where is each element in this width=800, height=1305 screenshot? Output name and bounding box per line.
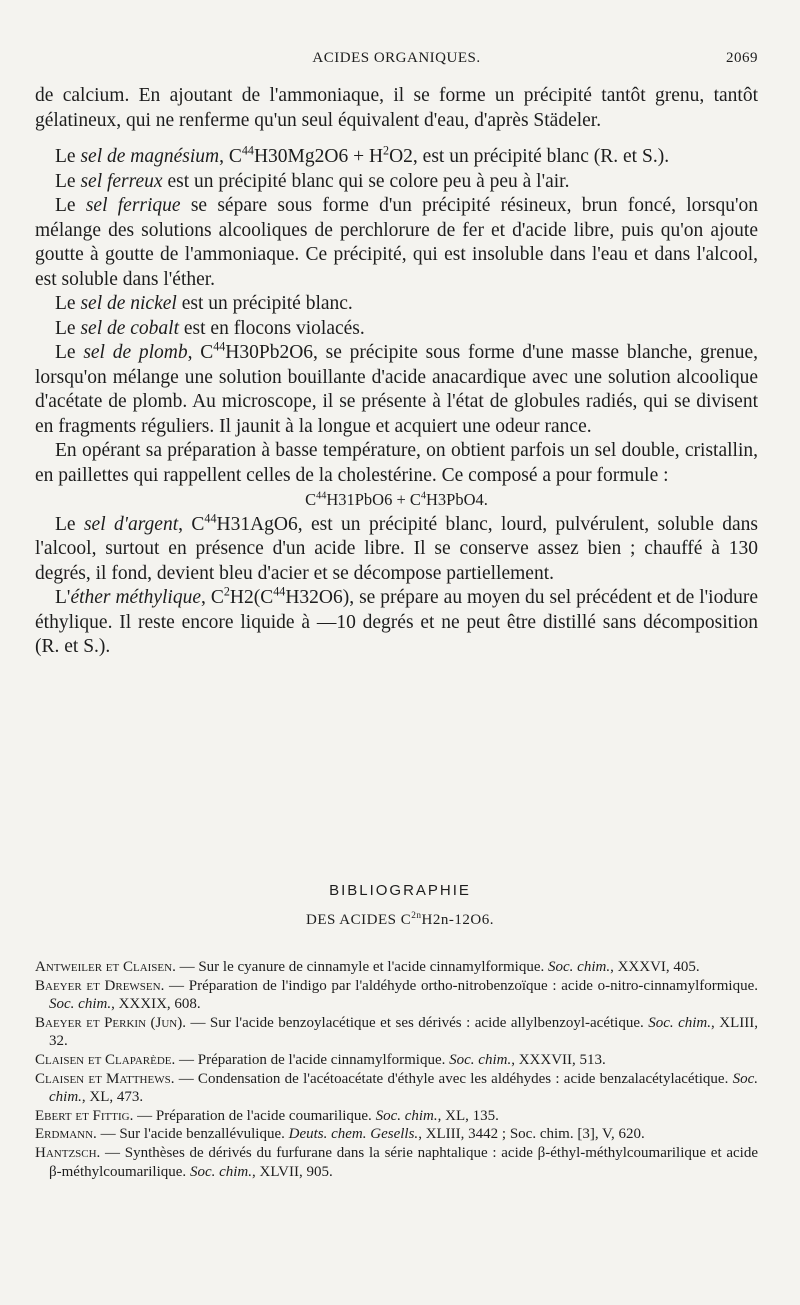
running-header xyxy=(35,50,758,74)
paragraph-methyl-ether: L'éther méthylique, $C^2H2(C^{44}H32O6)$, se prépare au moyen du sel précédent et de l'iodure éthylique. Il reste encore liquide à —10 degrés et ne peut être distillé sans décomposition (R. et S.). xyxy=(35,584,758,657)
formula-double-salt: $C^{44}H31PbO6 + C^4H3PbO4$. xyxy=(305,490,488,509)
page-number: 2069 xyxy=(726,50,758,66)
paragraph-ferrous: Le sel ferreux est un précipité blanc qui se colore peu à peu à l'air. xyxy=(55,170,570,192)
paragraph-cobalt: Le sel de cobalt est en flocons violacés. xyxy=(55,317,365,339)
term-nickel-salt: sel de nickel xyxy=(80,293,177,314)
reference-entry: Antweiler et Claisen. — Sur le cyanure de cinnamyle et l'acide cinnamylformique. Soc. chim., XXXVI, 405. xyxy=(35,959,700,975)
bibliography-subheading: DES ACIDES $C^{2n}H2n-12O6$. xyxy=(306,911,494,928)
paragraph-magnesium: Le sel de magnésium, $C^{44}H30Mg2O6 + H^2O2$, est un précipité blanc (R. et S.). xyxy=(55,143,670,167)
paragraph-calcium: de calcium. En ajoutant de l'ammoniaque, il se forme un précipité tantôt grenu, tantôt gélatineux, qui ne renferme qu'un seul équivalent d'eau, d'après Städeler. xyxy=(35,85,758,131)
reference-entry: Erdmann. — Sur l'acide benzallévulique. Deuts. chem. Gesells., XLIII, 3442 ; Soc. chim. [3], V, 620. xyxy=(35,1126,645,1143)
reference-entry: Baeyer et Perkin (Jun). — Sur l'acide benzoylacétique et ses dérivés : acide allylbenzoyl-acétique. Soc. chim., XLIII, 32. xyxy=(35,1014,758,1050)
paragraph-lead: Le sel de plomb, $C^{44}H30Pb2O6$, se précipite sous forme d'une masse blanche, grenue, lorsqu'on mélange une solution bouillante d'acide anacardique avec une solution alcoolique d'acétate de plomb. Au microscope, il se présente à l'état de globules radiés, qui se divisent en fragments réguliers. Il jaunit à la longue et acquiert une odeur rance. xyxy=(35,339,758,437)
paragraph-ferric: Le sel ferrique se sépare sous forme d'un précipité résineux, brun foncé, lorsqu'on mélange des solutions alcooliques de perchlorure de fer et d'acide libre, puis qu'on ajoute goutte à goutte de l'ammoniaque. Ce précipité, qui est insoluble dans l'eau et dans l'alcool, est soluble dans l'éther. xyxy=(35,195,759,290)
paragraph-nickel: Le sel de nickel est un précipité blanc. xyxy=(55,293,353,314)
main-text xyxy=(35,84,758,660)
reference-entry: Baeyer et Drewsen. — Préparation de l'indigo par l'aldéhyde ortho-nitrobenzoïque : acide o-nitro-cinnamylformique. Soc. chim., XXXIX, 608. xyxy=(35,977,758,1013)
term-methyl-ether: éther méthylique xyxy=(70,587,202,608)
paragraph-silver: Le sel d'argent, $C^{44}H31AgO6$, est un précipité blanc, lourd, pulvérulent, soluble dans l'alcool, surtout en présence d'un acide libre. Il se conserve assez bien ; chauffé à 130 degrés, il fond, devient bleu d'acier et se décompose partiellement. xyxy=(35,511,759,584)
term-cobalt-salt: sel de cobalt xyxy=(80,317,180,339)
bibliography-list xyxy=(35,958,758,1181)
reference-entry: Ebert et Fittig. — Préparation de l'acide coumarilique. Soc. chim., XL, 135. xyxy=(35,1107,499,1124)
term-ferric-salt: sel ferrique xyxy=(85,195,181,216)
reference-entry: Claisen et Matthews. — Condensation de l'acétoacétate d'éthyle avec les aldéhydes : acide benzalacétylacétique. Soc. chim., XL, 473. xyxy=(35,1070,758,1106)
term-lead-salt: sel de plomb xyxy=(83,342,188,363)
reference-entry: Hantzsch. — Synthèses de dérivés du furfurane dans la série naphtalique : acide β-éthyl-méthylcoumarilique et acide β-méthylcoumarilique. Soc. chim., XLVII, 905. xyxy=(35,1144,758,1180)
bibliography-heading: BIBLIOGRAPHIE xyxy=(329,882,471,899)
term-silver-salt: sel d'argent xyxy=(83,513,179,535)
header-title: ACIDES ORGANIQUES. xyxy=(312,50,481,66)
term-magnesium-salt: sel de magnésium xyxy=(80,146,220,167)
term-ferrous-salt: sel ferreux xyxy=(80,170,163,192)
paragraph-double-salt: En opérant sa préparation à basse température, on obtient parfois un sel double, cristallin, en paillettes qui rappellent celles de la cholestérine. Ce composé a pour formule : xyxy=(35,440,758,486)
reference-entry: Claisen et Claparède. — Préparation de l'acide cinnamylformique. Soc. chim., XXXVII, 513. xyxy=(35,1051,606,1068)
